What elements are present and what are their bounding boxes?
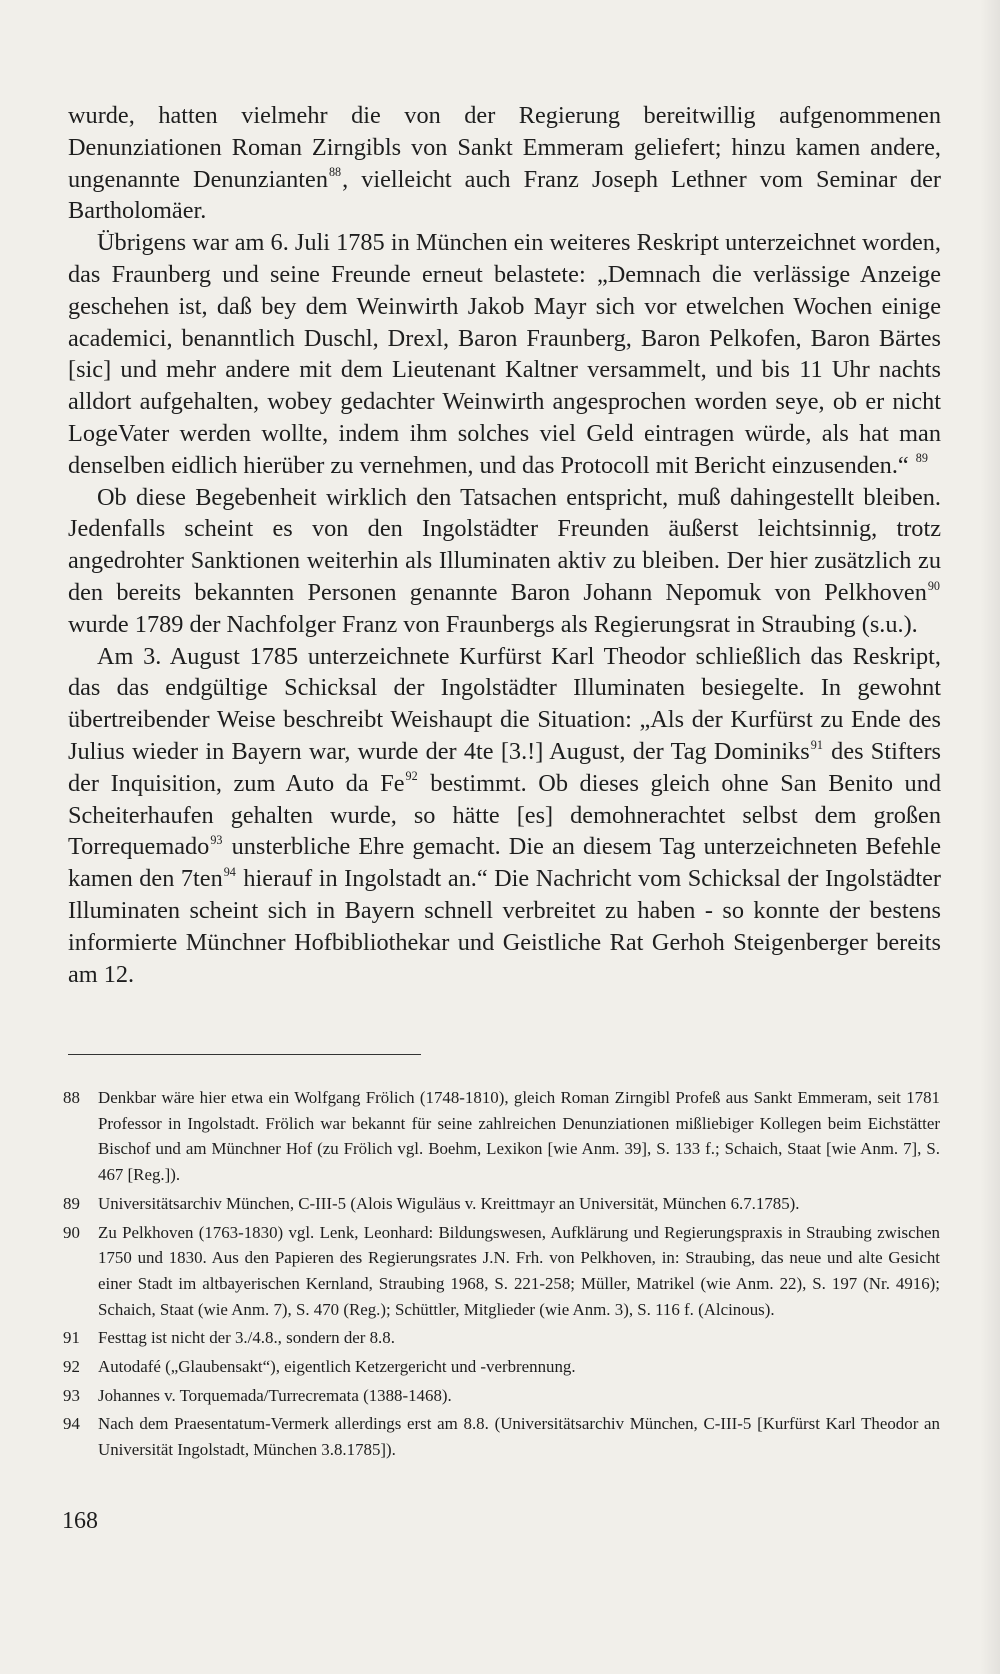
footnote-92 [63, 1354, 940, 1380]
footnote-88 [63, 1085, 940, 1188]
footnote-number: 92 [63, 1357, 80, 1377]
footnote-text: Zu Pelkhoven (1763-1830) vgl. Lenk, Leonhard: Bildungswesen, Aufklärung und Regierungspraxis in Straubing zwischen 1750 und 1830. Aus den Papieren des Regierungsrates J.N. Frh. von Pelkhoven, in: Straubing, das neue und alte Gesicht einer Stadt im altbayerischen Kernland, Straubing 1968, S. 221-258; Müller, Matrikel (wie Anm. 22), S. 197 (Nr. 4916); Schaich, Staat (wie Anm. 7), S. 470 (Reg.); Schüttler, Mitglieder (wie Anm. 3), S. 116 f. (Alcinous). [98, 1222, 940, 1319]
footnote-ref: 94 [223, 864, 236, 879]
footnote-text: Festtag ist nicht der 3./4.8., sondern der 8.8. [98, 1328, 395, 1348]
footnote-89 [63, 1191, 940, 1217]
footnote-number: 89 [63, 1193, 80, 1213]
footnote-93 [63, 1383, 940, 1409]
paragraph-3 [68, 482, 941, 641]
footnote-90 [63, 1220, 940, 1323]
footnote-ref: 92 [405, 769, 418, 784]
body-text [68, 100, 941, 990]
footnote-text: Nach dem Praesentatum-Vermerk allerdings erst am 8.8. (Universitätsarchiv München, C-III-5 [Kurfürst Karl Theodor an Universität Ingolstadt, München 3.8.1785]). [98, 1414, 940, 1460]
footnote-ref: 91 [810, 737, 823, 752]
footnotes [63, 1085, 940, 1466]
footnote-94 [63, 1411, 940, 1462]
footnote-separator [68, 1054, 421, 1055]
footnote-91 [63, 1325, 940, 1351]
page-number: 168 [62, 1508, 98, 1534]
footnote-number: 93 [63, 1385, 80, 1405]
paragraph-text: wurde 1789 der Nachfolger Franz von Fraunbergs als Regierungsrat in Straubing (s.u.). [68, 610, 918, 638]
footnote-number: 88 [63, 1088, 80, 1107]
paragraph-text: bestimmt. Ob dieses gleich ohne San Benito und Scheiterhaufen gehalten wurde, so hätte [es] demohnerachtet selbst dem großen Torrequemado [68, 769, 941, 861]
paragraph-text: Übrigens war am 6. Juli 1785 in München ein weiteres Reskript unterzeichnet worden, das Fraunberg und seine Freunde erneut belastete: „Demnach die verlässige Anzeige geschehen ist, daß bey dem Weinwirth Jakob Mayr sich vor etwelchen Wochen einige academici, benanntlich Duschl, Drexl, Baron Fraunberg, Baron Pelkofen, Baron Bärtes [sic] und mehr andere mit dem Lieutenant Kaltner versammelt, und bis 11 Uhr nachts alldort aufgehalten, wobey gedachter Weinwirth angesprochen worden seye, ob er nicht LogeVater werden wollte, indem ihm solches viel Geld eintragen würde, als hat man denselben eidlich hierüber zu vernehmen, und das Protocoll mit Bericht einzusenden.“ [68, 229, 941, 479]
footnote-text: Autodafé („Glaubensakt“), eigentlich Ketzergericht und -verbrennung. [98, 1357, 576, 1377]
footnote-number: 94 [63, 1414, 80, 1434]
footnote-ref: 93 [210, 833, 223, 848]
paragraph-text: wurde, hatten vielmehr die von der Regierung bereitwillig aufgenommenen Denunziationen Roman Zirngibls von Sankt Emmeram geliefert; hinzu kamen andere, ungenannte Denunzianten [68, 102, 941, 193]
paragraph-text: Am 3. August 1785 unterzeichnete Kurfürst Karl Theodor schließlich das Reskript, das das endgültige Schicksal der Ingolstädter Illuminaten besiegelte. In gewohnt übertreibender Weise beschreibt Weishaupt die Situation: „Als der Kurfürst zu Ende des Julius wieder in Bayern war, wurde der 4te [3.!] August, der Tag Dominiks [68, 642, 941, 765]
paragraph-text: des Stifters der Inquisition, zum Auto da Fe [68, 737, 941, 797]
footnote-text: Denkbar wäre hier etwa ein Wolfgang Frölich (1748-1810), gleich Roman Zirngibl Profeß aus Sankt Emmeram, seit 1781 Professor in Ingolstadt. Frölich war bekannt für seine zahlreichen Denunziationen mißliebiger Kollegen beim Eichstätter Bischof und am Münchner Hof (zu Frölich vgl. Boehm, Lexikon [wie Anm. 39], S. 133 f.; Schaich, Staat [wie Anm. 7], S. 467 [Reg.]). [98, 1088, 940, 1185]
footnote-text: Johannes v. Torquemada/Turrecremata (1388-1468). [98, 1385, 452, 1405]
footnote-ref: 90 [927, 578, 940, 593]
paragraph-text: , vielleicht auch Franz Joseph Lethner vom Seminar der Bartholomäer. [68, 165, 941, 225]
footnote-ref: 88 [328, 165, 342, 180]
paragraph-text: hierauf in Ingolstadt an.“ Die Nachricht vom Schicksal der Ingolstädter Illuminaten scheint sich in Bayern schnell verbreitet zu haben - so konnte der bestens informierte Münchner Hofbibliothekar und Geistliche Rat Gerhoh Steigenberger bereits am 12. [68, 865, 941, 988]
footnote-text: Universitätsarchiv München, C-III-5 (Alois Wiguläus v. Kreittmayr an Universität, München 6.7.1785). [98, 1193, 800, 1213]
paragraph-text: unsterbliche Ehre gemacht. Die an diesem Tag unterzeichneten Befehle kamen den 7ten [68, 833, 942, 893]
paragraph-2 [68, 227, 941, 481]
paragraph-text: Ob diese Begebenheit wirklich den Tatsachen entspricht, muß dahingestellt bleiben. Jedenfalls scheint es von den Ingolstädter Freunden äußerst leichtsinnig, trotz angedrohter Sanktionen weiterhin als Illuminaten aktiv zu bleiben. Der hier zusätzlich zu den bereits bekannten Personen genannte Baron Johann Nepomuk von Pelkhoven [68, 483, 941, 606]
paragraph-4 [68, 641, 941, 991]
page-edge-shadow [980, 0, 1000, 1674]
footnote-ref: 89 [915, 451, 928, 466]
footnote-number: 91 [63, 1328, 80, 1348]
paragraph-1 [68, 100, 941, 227]
footnote-number: 90 [63, 1222, 80, 1242]
